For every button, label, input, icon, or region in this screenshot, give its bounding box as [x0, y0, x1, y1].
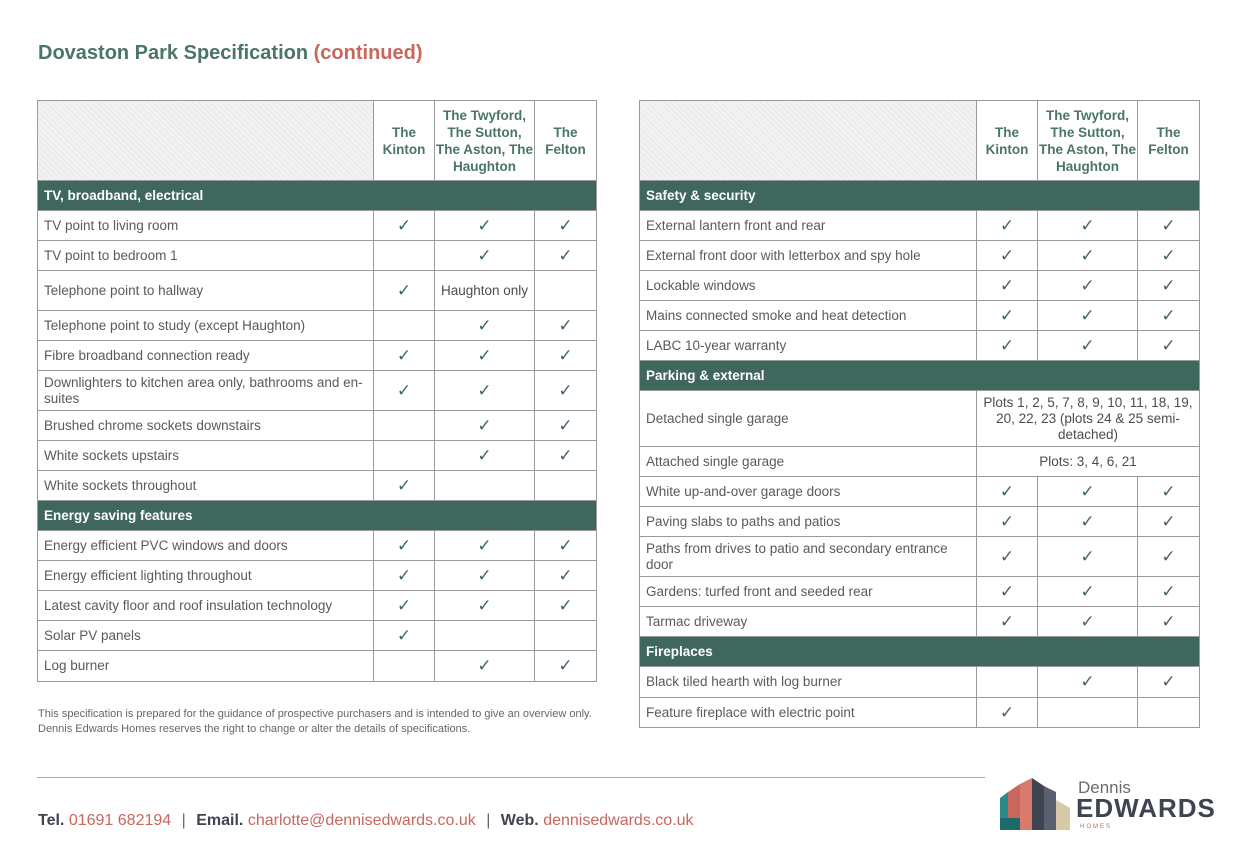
spec-item-label: Lockable windows [640, 271, 977, 301]
checkmark-icon: ✓ [374, 591, 435, 621]
spec-table-left [37, 100, 597, 682]
checkmark-icon: ✓ [535, 651, 597, 682]
checkmark-icon: ✓ [374, 531, 435, 561]
spec-row [640, 507, 1200, 537]
spec-row [640, 331, 1200, 361]
header-blank-cell [640, 101, 977, 181]
empty-cell-kinton [374, 441, 435, 471]
spec-item-label: Brushed chrome sockets downstairs [38, 411, 374, 441]
spec-item-label: TV point to bedroom 1 [38, 241, 374, 271]
spec-row [640, 698, 1200, 728]
checkmark-icon: ✓ [535, 561, 597, 591]
section-header-tv-broadband-electrical [38, 181, 597, 211]
checkmark-icon: ✓ [1138, 301, 1200, 331]
company-logo [1000, 778, 1216, 833]
checkmark-icon: ✓ [977, 507, 1038, 537]
column-header-twyford-group: The Twyford, The Sutton, The Aston, The Haughton [1038, 101, 1138, 181]
checkmark-icon: ✓ [435, 561, 535, 591]
spec-item-label: White up-and-over garage doors [640, 477, 977, 507]
page-title-suffix: (continued) [313, 42, 423, 64]
spec-row [38, 591, 597, 621]
spec-item-label: White sockets upstairs [38, 441, 374, 471]
checkmark-icon: ✓ [977, 698, 1038, 728]
empty-cell-twyford-group [435, 621, 535, 651]
checkmark-icon: ✓ [374, 341, 435, 371]
spec-row [640, 607, 1200, 637]
spec-row [640, 577, 1200, 607]
checkmark-icon: ✓ [1138, 211, 1200, 241]
checkmark-icon: ✓ [977, 331, 1038, 361]
spec-row [38, 211, 597, 241]
footer-divider [37, 777, 985, 778]
logo-text-dennis: Dennis [1078, 778, 1131, 797]
empty-cell-felton [535, 471, 597, 501]
checkmark-icon: ✓ [1138, 607, 1200, 637]
spec-item-label: Gardens: turfed front and seeded rear [640, 577, 977, 607]
spec-item-label: Feature fireplace with electric point [640, 698, 977, 728]
checkmark-icon: ✓ [435, 211, 535, 241]
spec-row [640, 301, 1200, 331]
spec-table-right-body [640, 181, 1200, 728]
spec-row [38, 411, 597, 441]
section-title: Energy saving features [38, 501, 597, 531]
checkmark-icon: ✓ [977, 537, 1038, 577]
section-header-parking-external [640, 361, 1200, 391]
checkmark-icon: ✓ [374, 561, 435, 591]
empty-cell-kinton [374, 241, 435, 271]
page-title [38, 42, 423, 65]
spec-item-label: Fibre broadband connection ready [38, 341, 374, 371]
empty-cell-felton [535, 621, 597, 651]
spec-row [38, 241, 597, 271]
spec-row [38, 271, 597, 311]
checkmark-icon: ✓ [535, 411, 597, 441]
spec-item-label: Tarmac driveway [640, 607, 977, 637]
checkmark-icon: ✓ [1038, 667, 1138, 698]
web-label: Web. [500, 812, 539, 829]
section-header-safety-security [640, 181, 1200, 211]
column-header-felton: The Felton [535, 101, 597, 181]
checkmark-icon: ✓ [1138, 241, 1200, 271]
spec-item-label: Detached single garage [640, 391, 977, 447]
checkmark-icon: ✓ [374, 271, 435, 311]
spec-item-label: Paving slabs to paths and patios [640, 507, 977, 537]
checkmark-icon: ✓ [1038, 607, 1138, 637]
disclaimer-text: This specification is prepared for the guidance of prospective purchasers and is intended to give an overview only. Dennis Edwards Homes reserves the right to change or alter the details of specifications. [38, 708, 592, 735]
section-title: TV, broadband, electrical [38, 181, 597, 211]
plots-note: Plots: 3, 4, 6, 21 [977, 447, 1200, 477]
spec-item-label: White sockets throughout [38, 471, 374, 501]
checkmark-icon: ✓ [435, 341, 535, 371]
logo-text-edwards: EDWARDS [1076, 793, 1216, 823]
separator: | [486, 812, 491, 829]
checkmark-icon: ✓ [1038, 577, 1138, 607]
spec-item-label: Paths from drives to patio and secondary entrance door [640, 537, 977, 577]
spec-row [640, 537, 1200, 577]
checkmark-icon: ✓ [1038, 331, 1138, 361]
spec-item-label: Downlighters to kitchen area only, bathrooms and en-suites [38, 371, 374, 411]
checkmark-icon: ✓ [1038, 301, 1138, 331]
spec-row [38, 561, 597, 591]
checkmark-icon: ✓ [1038, 477, 1138, 507]
spec-row [640, 271, 1200, 301]
checkmark-icon: ✓ [977, 211, 1038, 241]
empty-cell-kinton [977, 667, 1038, 698]
checkmark-icon: ✓ [1038, 241, 1138, 271]
column-header-twyford-group: The Twyford, The Sutton, The Aston, The Haughton [435, 101, 535, 181]
empty-cell-kinton [374, 651, 435, 682]
spec-row [38, 441, 597, 471]
checkmark-icon: ✓ [1138, 331, 1200, 361]
section-title: Parking & external [640, 361, 1200, 391]
checkmark-icon: ✓ [1138, 667, 1200, 698]
checkmark-icon: ✓ [1138, 271, 1200, 301]
tel-number[interactable]: 01691 682194 [68, 812, 172, 829]
empty-cell-twyford-group [1038, 698, 1138, 728]
section-header-energy-saving-features [38, 501, 597, 531]
checkmark-icon: ✓ [435, 411, 535, 441]
spec-item-label: External front door with letterbox and spy hole [640, 241, 977, 271]
spec-item-label: Telephone point to study (except Haughton) [38, 311, 374, 341]
spec-item-label: External lantern front and rear [640, 211, 977, 241]
section-title: Safety & security [640, 181, 1200, 211]
checkmark-icon: ✓ [435, 531, 535, 561]
empty-cell-kinton [374, 411, 435, 441]
checkmark-icon: ✓ [1138, 507, 1200, 537]
checkmark-icon: ✓ [977, 301, 1038, 331]
spec-item-label: Energy efficient PVC windows and doors [38, 531, 374, 561]
spec-row [38, 621, 597, 651]
email-link[interactable]: charlotte@dennisedwards.co.uk [247, 812, 476, 829]
spec-item-label: Telephone point to hallway [38, 271, 374, 311]
logo-buildings-icon [1000, 778, 1074, 830]
checkmark-icon: ✓ [1038, 211, 1138, 241]
plots-note: Plots 1, 2, 5, 7, 8, 9, 10, 11, 18, 19, 20, 22, 23 (plots 24 & 25 semi-detached) [977, 391, 1200, 447]
spec-row [38, 531, 597, 561]
cell-note-twyford-group: Haughton only [435, 271, 535, 311]
checkmark-icon: ✓ [1138, 537, 1200, 577]
checkmark-icon: ✓ [977, 271, 1038, 301]
spec-row [640, 241, 1200, 271]
checkmark-icon: ✓ [535, 371, 597, 411]
checkmark-icon: ✓ [435, 651, 535, 682]
checkmark-icon: ✓ [435, 591, 535, 621]
spec-row [38, 311, 597, 341]
spec-table-right [639, 100, 1200, 728]
checkmark-icon: ✓ [535, 341, 597, 371]
spec-table-left-body [38, 181, 597, 682]
spec-item-label: Latest cavity floor and roof insulation technology [38, 591, 374, 621]
checkmark-icon: ✓ [977, 577, 1038, 607]
spec-item-label: TV point to living room [38, 211, 374, 241]
column-header-kinton: The Kinton [977, 101, 1038, 181]
checkmark-icon: ✓ [435, 241, 535, 271]
checkmark-icon: ✓ [1138, 477, 1200, 507]
spec-row [38, 371, 597, 411]
checkmark-icon: ✓ [374, 211, 435, 241]
checkmark-icon: ✓ [435, 441, 535, 471]
empty-cell-felton [535, 271, 597, 311]
separator: | [181, 812, 186, 829]
checkmark-icon: ✓ [1038, 537, 1138, 577]
web-link[interactable]: dennisedwards.co.uk [543, 812, 694, 829]
checkmark-icon: ✓ [1038, 507, 1138, 537]
page-title-main: Dovaston Park Specification [38, 42, 309, 64]
checkmark-icon: ✓ [535, 591, 597, 621]
header-blank-cell [38, 101, 374, 181]
spec-row [640, 667, 1200, 698]
checkmark-icon: ✓ [535, 441, 597, 471]
section-header-fireplaces [640, 637, 1200, 667]
checkmark-icon: ✓ [1038, 271, 1138, 301]
spec-item-label: Black tiled hearth with log burner [640, 667, 977, 698]
logo-text-homes: HOMES [1080, 824, 1113, 830]
spec-row [38, 651, 597, 682]
contact-line [38, 812, 694, 830]
spec-item-label: Log burner [38, 651, 374, 682]
checkmark-icon: ✓ [535, 241, 597, 271]
spec-item-label: Attached single garage [640, 447, 977, 477]
spec-row [640, 477, 1200, 507]
empty-cell-felton [1138, 698, 1200, 728]
tel-label: Tel. [38, 812, 65, 829]
section-title: Fireplaces [640, 637, 1200, 667]
checkmark-icon: ✓ [977, 241, 1038, 271]
spec-item-label: Energy efficient lighting throughout [38, 561, 374, 591]
checkmark-icon: ✓ [435, 371, 535, 411]
spec-row [38, 341, 597, 371]
checkmark-icon: ✓ [435, 311, 535, 341]
spec-row [640, 391, 1200, 447]
spec-row [38, 471, 597, 501]
empty-cell-kinton [374, 311, 435, 341]
checkmark-icon: ✓ [535, 211, 597, 241]
checkmark-icon: ✓ [535, 311, 597, 341]
column-header-kinton: The Kinton [374, 101, 435, 181]
spec-row [640, 447, 1200, 477]
checkmark-icon: ✓ [374, 371, 435, 411]
column-header-felton: The Felton [1138, 101, 1200, 181]
checkmark-icon: ✓ [535, 531, 597, 561]
checkmark-icon: ✓ [374, 621, 435, 651]
spec-row [640, 211, 1200, 241]
spec-item-label: LABC 10-year warranty [640, 331, 977, 361]
checkmark-icon: ✓ [1138, 577, 1200, 607]
spec-item-label: Solar PV panels [38, 621, 374, 651]
spec-item-label: Mains connected smoke and heat detection [640, 301, 977, 331]
checkmark-icon: ✓ [977, 607, 1038, 637]
email-label: Email. [196, 812, 244, 829]
checkmark-icon: ✓ [977, 477, 1038, 507]
checkmark-icon: ✓ [374, 471, 435, 501]
empty-cell-twyford-group [435, 471, 535, 501]
